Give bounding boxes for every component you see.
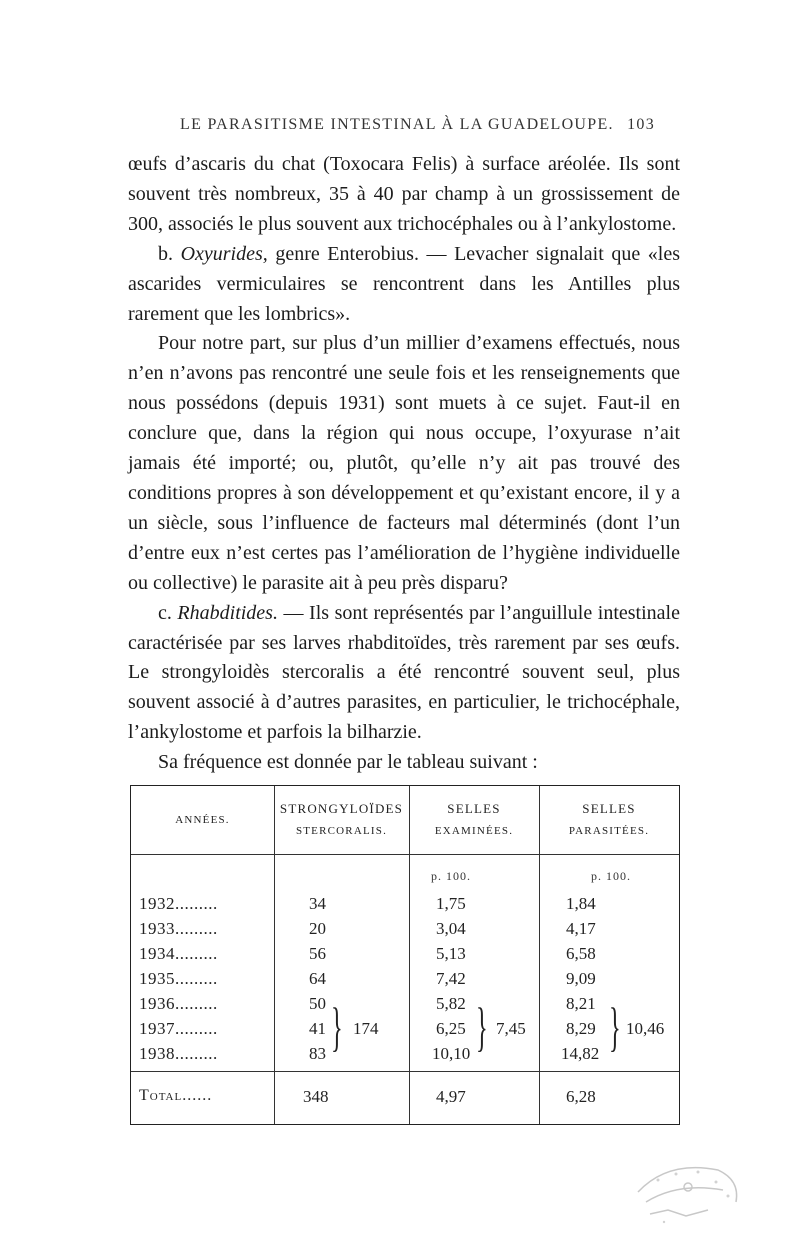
header-selles-parasitees bbox=[539, 798, 679, 842]
total-divider bbox=[131, 1071, 679, 1072]
cell-parasitees-1932: 1,84 bbox=[566, 894, 596, 913]
cell-parasitees-1933: 4,17 bbox=[566, 919, 596, 938]
cell-year-1937: 1937......... bbox=[139, 1019, 218, 1038]
cell-examinees-1933: 3,04 bbox=[436, 919, 466, 938]
header-parasitees-line1: SELLES bbox=[582, 801, 636, 816]
brace-parasitees: } bbox=[609, 997, 621, 1057]
page-number: 103 bbox=[627, 116, 655, 133]
cell-parasitees-1935: 9,09 bbox=[566, 969, 596, 988]
cell-strongy-1937: 41 bbox=[309, 1019, 326, 1038]
cell-strongy-1934: 56 bbox=[309, 944, 326, 963]
section-title-rhabditides: Rhabditides. bbox=[177, 601, 278, 624]
cell-parasitees-1938: 14,82 bbox=[561, 1044, 600, 1063]
cell-examinees-1938: 10,10 bbox=[432, 1044, 471, 1063]
paragraph-rhabditides bbox=[128, 599, 680, 749]
header-selles-examinees bbox=[409, 798, 539, 842]
frequency-table bbox=[130, 785, 680, 1125]
paragraph-table-intro: Sa fréquence est donnée par le tableau suivant : bbox=[158, 751, 538, 774]
group-total-strongy: 174 bbox=[353, 1019, 379, 1038]
section-title-oxyurides: Oxyurides, bbox=[180, 242, 268, 265]
header-divider bbox=[131, 854, 679, 855]
cell-year-1932: 1932......... bbox=[139, 894, 218, 913]
brace-strongy: } bbox=[331, 997, 343, 1057]
cell-year-1935: 1935......... bbox=[139, 969, 218, 988]
header-examinees-line2: EXAMINÉES. bbox=[434, 825, 514, 837]
unit-examinees: p. 100. bbox=[431, 869, 471, 883]
cell-examinees-1932: 1,75 bbox=[436, 894, 466, 913]
paragraph-oxyurides-text: genre Enterobius. — Levacher signalait que «les ascarides vermiculaires se rencontrent dans les Antilles plus rarement que les lombrics». bbox=[128, 242, 680, 325]
header-strongyloides-line2: STERCORALIS. bbox=[295, 825, 388, 837]
header-parasitees-line2: PARASITÉES. bbox=[568, 825, 650, 837]
header-annees: ANNÉES. bbox=[175, 814, 230, 826]
running-title: LE PARASITISME INTESTINAL À LA GUADELOUPE. bbox=[180, 116, 614, 133]
cell-strongy-1932: 34 bbox=[309, 894, 326, 913]
cell-examinees-1934: 5,13 bbox=[436, 944, 466, 963]
paragraph-ascaris: œufs d’ascaris du chat (Toxocara Felis) à surface aréolée. Ils sont souvent très nombreux, 35 à 40 par champ à un grossissement de 300, associés le plus souvent aux trichocéphales ou à l’ankylostome. bbox=[128, 153, 680, 235]
header-examinees-line1: SELLES bbox=[447, 801, 501, 816]
cell-strongy-1936: 50 bbox=[309, 994, 326, 1013]
header-strongyloides bbox=[274, 798, 409, 842]
cell-year-1933: 1933......... bbox=[139, 919, 218, 938]
section-letter-b: b. bbox=[158, 242, 181, 265]
cell-total-examinees: 4,97 bbox=[436, 1087, 466, 1106]
cell-total-label: Total...... bbox=[139, 1087, 213, 1104]
cell-total-strongy: 348 bbox=[303, 1087, 329, 1106]
unit-parasitees: p. 100. bbox=[591, 869, 631, 883]
cell-examinees-1937: 6,25 bbox=[436, 1019, 466, 1038]
cell-parasitees-1934: 6,58 bbox=[566, 944, 596, 963]
cell-examinees-1935: 7,42 bbox=[436, 969, 466, 988]
cell-year-1934: 1934......... bbox=[139, 944, 218, 963]
paragraph-rhabditides-text: — Ils sont représentés par l’anguillule intestinale caractérisée par ses larves rhabditoïdes, très rarement par ses œufs. Le strongyloidès stercoralis a été rencontré souvent seul, plus souvent associé à d’autres parasites, en particulier, le trichocéphale, l’ankylostome et parfois la bilharzie. bbox=[128, 601, 680, 744]
section-letter-c: c. bbox=[158, 601, 178, 624]
body-text bbox=[128, 150, 680, 778]
cell-strongy-1938: 83 bbox=[309, 1044, 326, 1063]
cell-strongy-1935: 64 bbox=[309, 969, 326, 988]
group-total-parasitees: 10,46 bbox=[626, 1019, 665, 1038]
cell-examinees-1936: 5,82 bbox=[436, 994, 466, 1013]
paragraph-oxyurides bbox=[128, 240, 680, 330]
cell-strongy-1933: 20 bbox=[309, 919, 326, 938]
cell-parasitees-1937: 8,29 bbox=[566, 1019, 596, 1038]
library-stamp bbox=[628, 1152, 748, 1232]
group-total-examinees: 7,45 bbox=[496, 1019, 526, 1038]
paragraph-notre-part: Pour notre part, sur plus d’un millier d’examens effectués, nous n’en n’avons pas rencontré une seule fois et les renseignements que nous possédons (depuis 1931) sont muets à ce sujet. Faut-il en conclure que, dans la région qui nous occupe, l’oxyurase n’ait jamais été importé; ou, plutôt, qu’elle n’y ait pas trouvé des conditions propres à son développement et qu’existant encore, il y a un siècle, sous l’influence de facteurs mal déterminés (dont l’un d’entre eux n’est certes pas l’amélioration de l’hygiène individuelle ou collective) le parasite ait à peu près disparu? bbox=[128, 332, 680, 594]
cell-year-1936: 1936......... bbox=[139, 994, 218, 1013]
header-strongyloides-line1: STRONGYLOÏDES bbox=[279, 801, 404, 816]
cell-total-parasitees: 6,28 bbox=[566, 1087, 596, 1106]
brace-examinees: } bbox=[476, 997, 488, 1057]
cell-parasitees-1936: 8,21 bbox=[566, 994, 596, 1013]
cell-year-1938: 1938......... bbox=[139, 1044, 218, 1063]
